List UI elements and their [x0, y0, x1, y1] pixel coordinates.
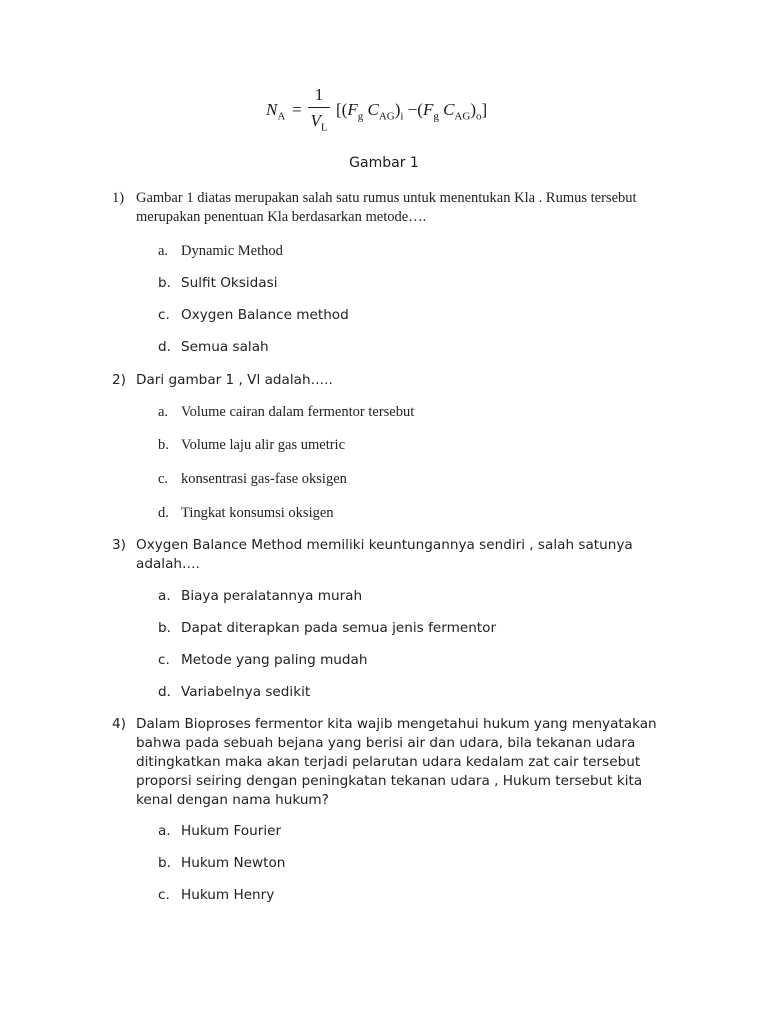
option-text: Semua salah — [181, 339, 269, 355]
option-text: Tingkat konsumsi oksigen — [181, 505, 334, 521]
question-text: Dari gambar 1 , Vl adalah….. — [136, 372, 333, 388]
question-1 — [112, 189, 672, 227]
formula-numerator: 1 — [314, 85, 324, 104]
question-text: Oxygen Balance Method memiliki keuntungannya sendiri , salah satunya adalah…. — [136, 537, 633, 572]
option-text: Volume cairan dalam fermentor tersebut — [181, 404, 415, 420]
option-letter: a. — [158, 404, 169, 420]
formula-denominator: $V_L$ — [310, 111, 328, 134]
option-text: Volume laju alir gas umetric — [181, 437, 346, 453]
formula-fraction — [308, 84, 330, 138]
option-letter: d. — [158, 684, 171, 700]
option-letter: c. — [158, 307, 170, 323]
question-number: 4) — [112, 716, 126, 732]
formula-equals: = — [292, 100, 302, 119]
option-letter: c. — [158, 471, 169, 487]
option-text: Hukum Fourier — [181, 823, 282, 839]
option-text: Hukum Newton — [181, 855, 286, 871]
question-number: 2) — [112, 372, 126, 388]
figure-caption: Gambar 1 — [349, 155, 419, 171]
option-letter: b. — [158, 437, 169, 453]
question-text: Dalam Bioproses fermentor kita wajib mengetahui hukum yang menyatakan bahwa pada sebuah bejana yang berisi air dan udara, bila tekanan udara ditingkatkan maka akan terjadi pelarutan udara kedalam zat cair tersebut proporsi seiring dengan peningkatan tekanan udara , Hukum tersebut kita kenal dengan nama hukum? — [136, 716, 657, 808]
question-2 — [112, 371, 672, 390]
option-letter: a. — [158, 243, 169, 259]
option-letter: a. — [158, 823, 171, 839]
option-text: konsentrasi gas-fase oksigen — [181, 471, 347, 487]
option-letter: b. — [158, 855, 171, 871]
option-letter: b. — [158, 275, 171, 291]
option-text: Dapat diterapkan pada semua jenis fermentor — [181, 620, 497, 636]
option-text: Hukum Henry — [181, 887, 275, 903]
kla-formula — [266, 84, 506, 140]
question-4 — [112, 715, 672, 810]
option-text: Metode yang paling mudah — [181, 652, 368, 668]
option-text: Biaya peralatannya murah — [181, 588, 363, 604]
option-text: Dynamic Method — [181, 243, 283, 259]
formula-bracket-term: [($F_g$ $C_{AG})_i -(F_g$ $C_{AG})_o$] — [336, 100, 488, 123]
fraction-bar — [308, 107, 330, 108]
option-letter: b. — [158, 620, 171, 636]
option-letter: d. — [158, 339, 171, 355]
question-number: 3) — [112, 537, 126, 553]
formula-lhs: $N_A$ — [266, 100, 286, 123]
option-text: Sulfit Oksidasi — [181, 275, 278, 291]
option-letter: c. — [158, 652, 170, 668]
option-letter: d. — [158, 505, 169, 521]
option-text: Variabelnya sedikit — [181, 684, 311, 700]
option-text: Oxygen Balance method — [181, 307, 349, 323]
option-letter: a. — [158, 588, 171, 604]
question-3 — [112, 536, 672, 574]
question-text: Gambar 1 diatas merupakan salah satu rumus untuk menentukan Kla . Rumus tersebut merupakan penentuan Kla berdasarkan metode…. — [136, 190, 637, 225]
question-number: 1) — [112, 190, 125, 206]
option-letter: c. — [158, 887, 170, 903]
